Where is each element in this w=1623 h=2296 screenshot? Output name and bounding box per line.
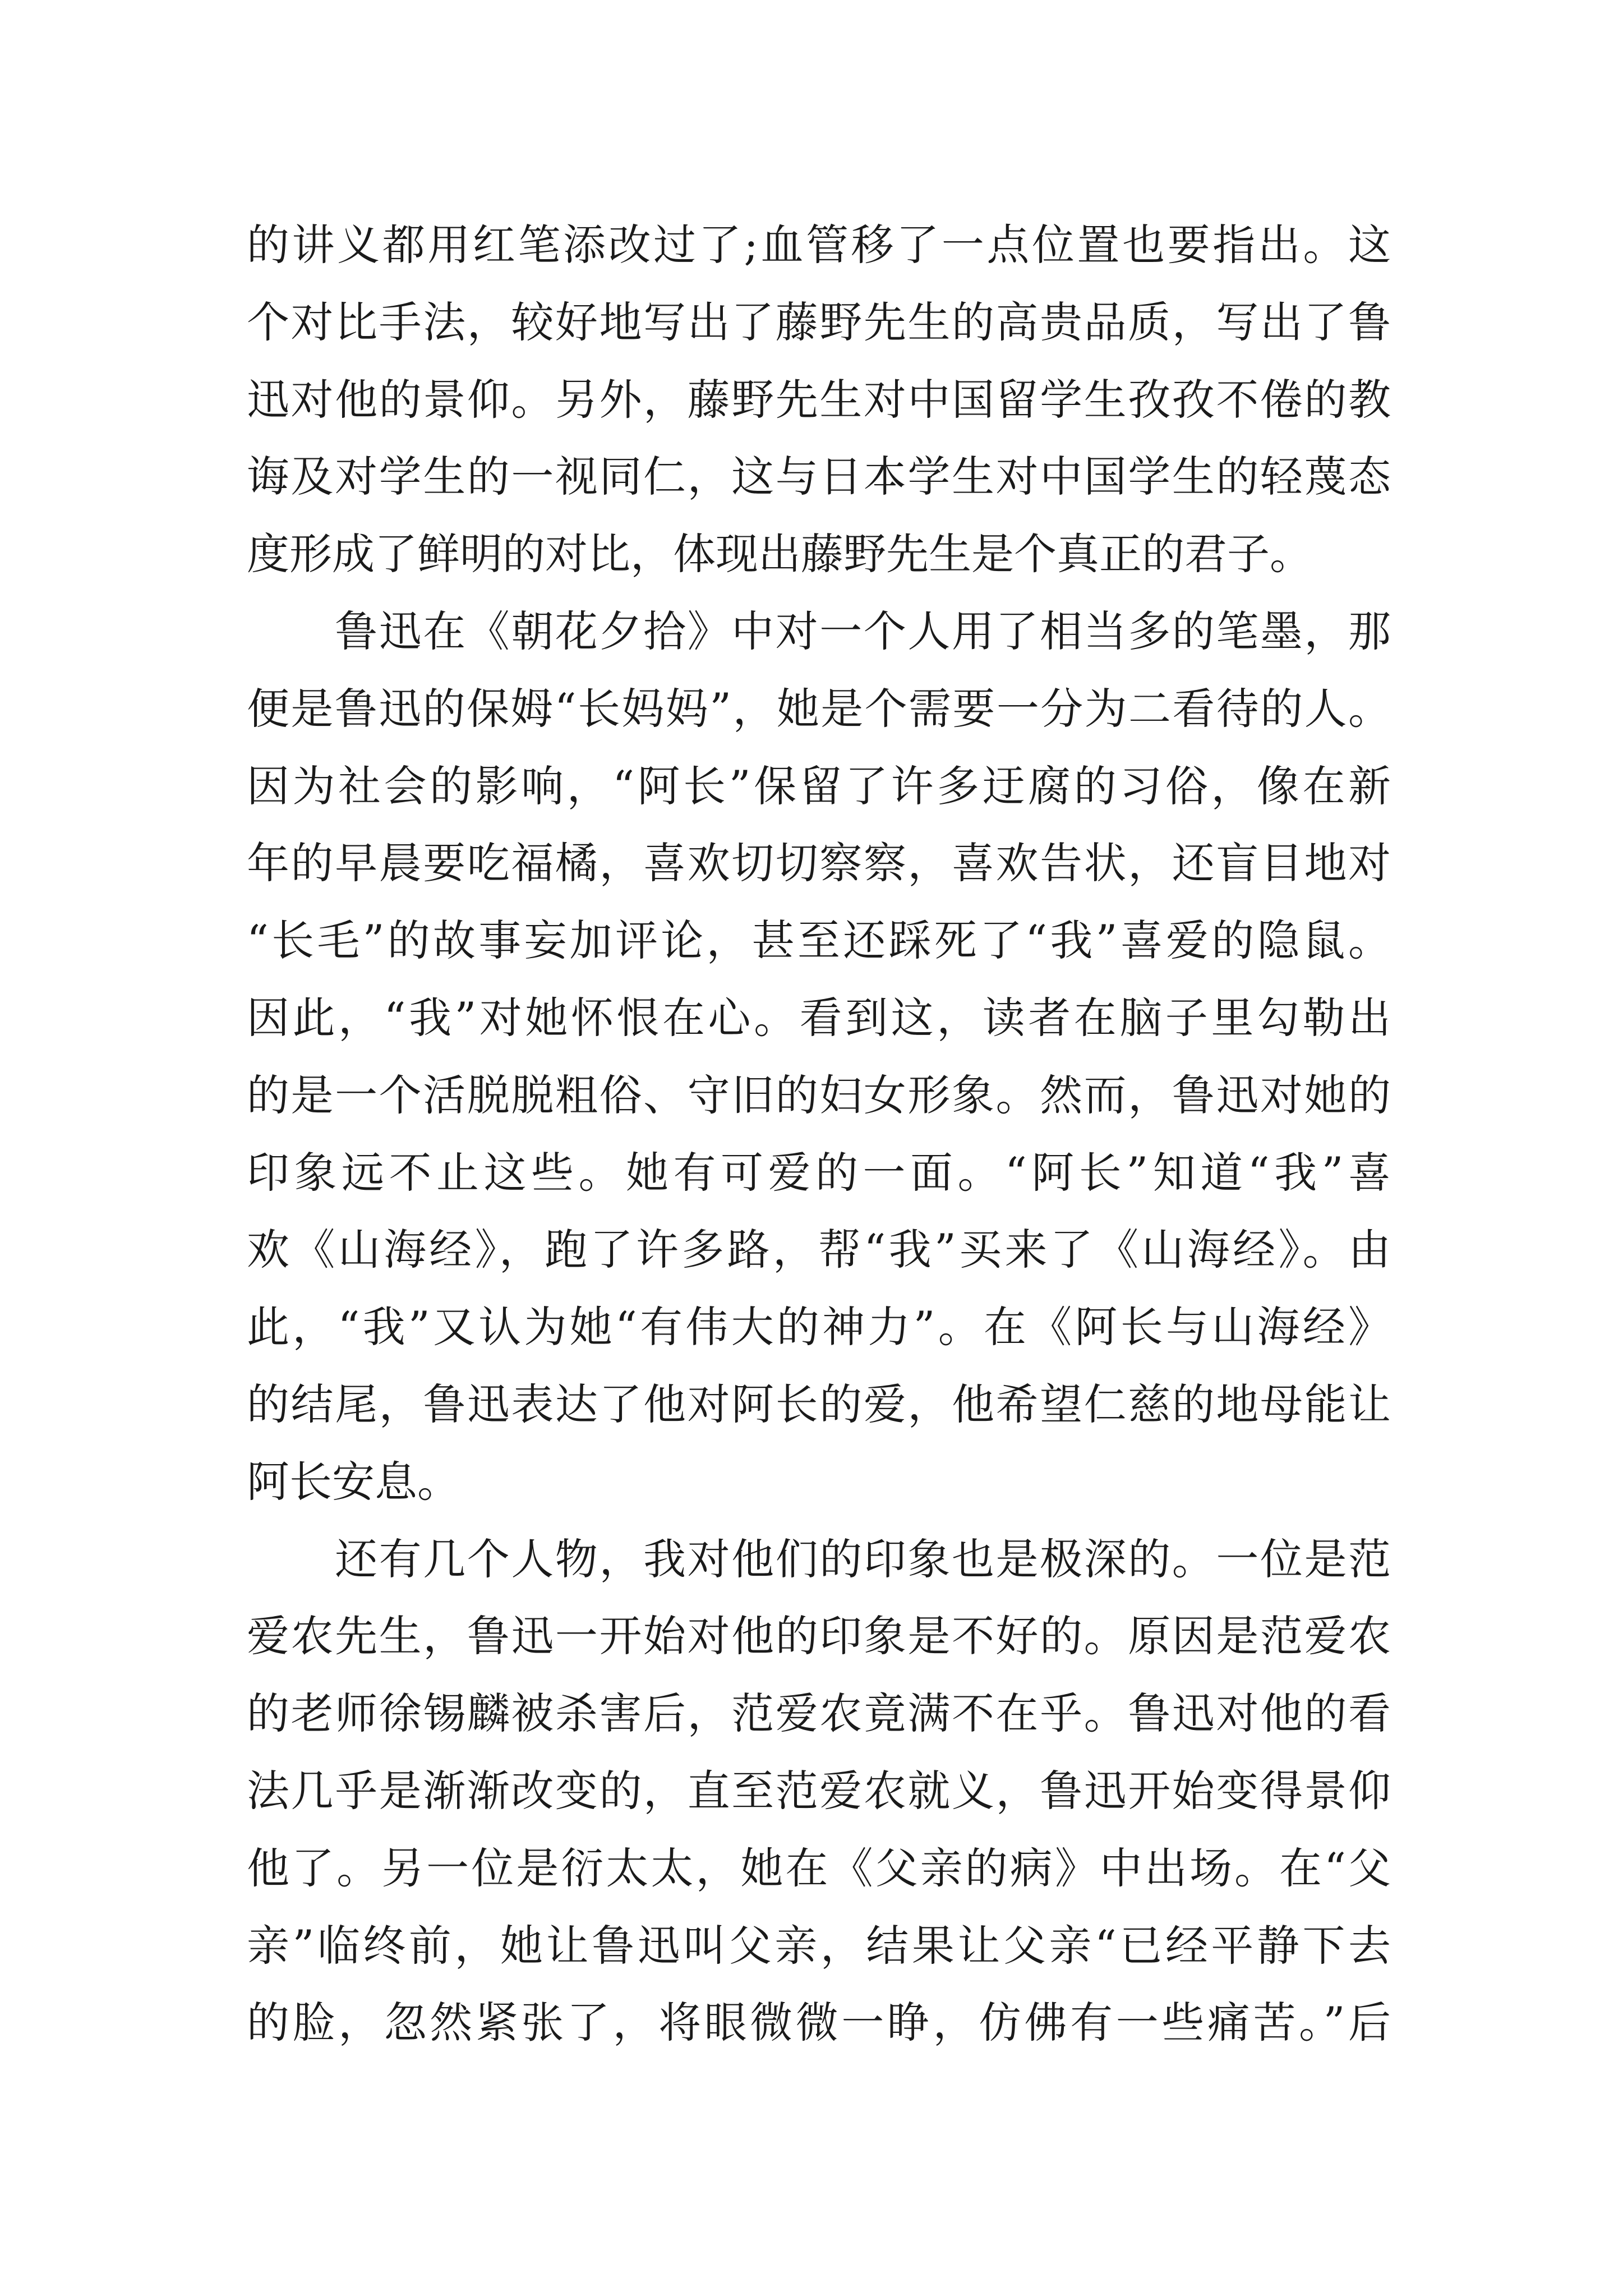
body-text <box>247 206 1391 2062</box>
text-line: 因此，“我”对她怀恨在心。看到这，读者在脑子里勾勒出 <box>247 992 1391 1043</box>
text-line: 诲及对学生的一视同仁，这与日本学生对中国学生的轻蔑态 <box>247 452 1391 502</box>
text-line: 的讲义都用红笔添改过了;血管移了一点位置也要指出。这 <box>247 220 1391 270</box>
text-line: 的是一个活脱脱粗俗、守旧的妇女形象。然而，鲁迅对她的 <box>247 1070 1391 1120</box>
text-line: 印象远不止这些。她有可爱的一面。“阿长”知道“我”喜 <box>247 1147 1391 1198</box>
text-line: 的老师徐锡麟被杀害后，范爱农竟满不在乎。鲁迅对他的看 <box>247 1688 1391 1739</box>
text-line: 便是鲁迅的保姆“长妈妈”，她是个需要一分为二看待的人。 <box>247 683 1391 734</box>
text-line: 度形成了鲜明的对比，体现出藤野先生是个真正的君子。 <box>247 529 1312 579</box>
text-line: 的结尾，鲁迅表达了他对阿长的爱，他希望仁慈的地母能让 <box>247 1379 1391 1429</box>
text-line: 鲁迅在《朝花夕拾》中对一个人用了相当多的笔墨，那 <box>247 606 1391 656</box>
text-line: 欢《山海经》，跑了许多路，帮“我”买来了《山海经》。由 <box>247 1225 1391 1275</box>
text-line: “长毛”的故事妄加评论，甚至还踩死了“我”喜爱的隐鼠。 <box>247 915 1391 966</box>
text-line: 个对比手法，较好地写出了藤野先生的高贵品质，写出了鲁 <box>247 297 1391 347</box>
text-line: 因为社会的影响，“阿长”保留了许多迂腐的习俗，像在新 <box>247 761 1391 811</box>
text-line: 亲”临终前，她让鲁迅叫父亲，结果让父亲“已经平静下去 <box>247 1920 1391 1971</box>
text-line: 爱农先生，鲁迅一开始对他的印象是不好的。原因是范爱农 <box>247 1611 1391 1662</box>
text-line: 法几乎是渐渐改变的，直至范爱农就义，鲁迅开始变得景仰 <box>247 1765 1391 1816</box>
text-line: 的脸，忽然紧张了，将眼微微一睁，仿佛有一些痛苦。”后 <box>247 1998 1391 2048</box>
text-line: 他了。另一位是衍太太，她在《父亲的病》中出场。在“父 <box>247 1843 1391 1893</box>
text-line: 年的早晨要吃福橘，喜欢切切察察，喜欢告状，还盲目地对 <box>247 838 1391 889</box>
text-line: 还有几个人物，我对他们的印象也是极深的。一位是范 <box>247 1534 1391 1584</box>
text-line: 迅对他的景仰。另外，藤野先生对中国留学生孜孜不倦的教 <box>247 374 1391 425</box>
text-line: 阿长安息。 <box>247 1456 460 1507</box>
text-line: 此，“我”又认为她“有伟大的神力”。在《阿长与山海经》 <box>247 1302 1391 1352</box>
